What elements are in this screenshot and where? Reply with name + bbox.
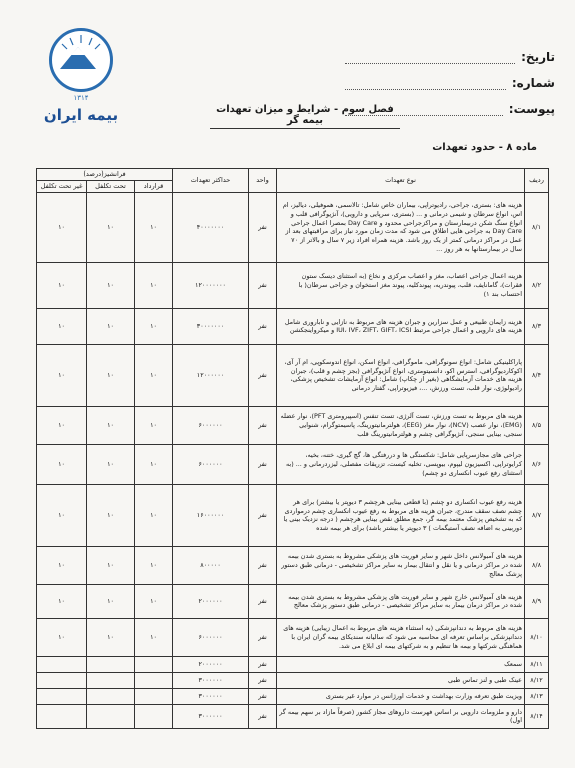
cell-max: ۶۰۰۰۰۰۰ [173,444,249,484]
mountain-logo-icon [49,28,113,92]
cell-desc: ویزیت طبق تعرفه وزارت بهداشت و خدمات اورژانس در موارد غیر بستری [277,688,525,704]
table-row [37,618,549,656]
cell-row-no: ۸/۶ [525,444,549,484]
cell-desc: هزینه زایمان طبیعی و عمل سزارین و جبران هزینه های مربوط به نازایی و ناباروری شامل هزینه های دارویی و اعمال جراحی مرتبط IUI، IVF، ZIFT، GIFT، ICSI و میکرواینجکشن [277,308,525,344]
cell-not-under-cover [37,656,87,672]
cell-under-cover: ۱۰ [87,192,135,262]
article-title: ماده ۸ - حدود تعهدات [432,142,537,153]
table-row [37,444,549,484]
coverage-table [36,168,549,729]
col-row-no: ردیف [525,169,549,193]
cell-row-no: ۸/۳ [525,308,549,344]
cell-unit: نفر [249,262,277,308]
cell-contracted: ۱۰ [135,262,173,308]
cell-contracted: ۱۰ [135,618,173,656]
cell-max: ۲۰۰۰۰۰۰ [173,584,249,618]
table-row [37,584,549,618]
cell-under-cover: ۱۰ [87,308,135,344]
cell-under-cover [87,704,135,728]
cell-not-under-cover: ۱۰ [37,584,87,618]
cell-contracted [135,656,173,672]
cell-row-no: ۸/۷ [525,484,549,546]
logo [36,28,126,124]
cell-not-under-cover: ۱۰ [37,484,87,546]
date-field [345,38,555,64]
cell-unit: نفر [249,192,277,262]
col-unit: واحد [249,169,277,193]
cell-not-under-cover: ۱۰ [37,262,87,308]
cell-row-no: ۸/۱۲ [525,672,549,688]
table-row [37,484,549,546]
cell-desc: هزینه های آمبولانس داخل شهر و سایر فوریت های پزشکی مشروط به بستری شدن بیمه شده در مراکز درمانی و یا نقل و انتقال بیمار به سایر مراکز تشخیصی - درمانی طبق دستور پزشک معالج [277,546,525,584]
cell-max: ۳۰۰۰۰۰۰۰ [173,308,249,344]
cell-desc: پاراکلینیکی شامل: انواع سونوگرافی، ماموگرافی، انواع اسکن، انواع اندوسکوپی، ام آر آی، اکوکاردیوگرافی، استرس اکو، دانسیتومتری، انواع آنژیوگرافی (بجز چشم و قلب)، جبران هزینه های خدمات آزمایشگاهی (بغیر از چکاپ) شامل: انواع آزمایشات تشخیص پزشکی، رادیولوژی، نوار قلب، تست ورزش، ...، فیزیوتراپی، گفتار درمانی [277,344,525,406]
col-franchise: فرانشیز(درصد) [37,169,173,181]
cell-max: ۱۲۰۰۰۰۰۰۰ [173,262,249,308]
cell-row-no: ۸/۵ [525,406,549,444]
cell-contracted: ۱۰ [135,406,173,444]
cell-row-no: ۸/۲ [525,262,549,308]
table-body [37,192,549,728]
cell-contracted [135,704,173,728]
cell-contracted: ۱۰ [135,444,173,484]
table-row [37,656,549,672]
cell-under-cover: ۱۰ [87,584,135,618]
cell-not-under-cover: ۱۰ [37,406,87,444]
table-row [37,406,549,444]
cell-contracted: ۱۰ [135,344,173,406]
col-max: حداکثر تعهدات [173,169,249,193]
col-contracted: قرارداد [135,180,173,192]
cell-contracted [135,688,173,704]
cell-under-cover: ۱۰ [87,262,135,308]
cell-unit: نفر [249,704,277,728]
cell-contracted: ۱۰ [135,308,173,344]
table-row [37,262,549,308]
cell-contracted [135,672,173,688]
col-not-under-cover: غیر تحت تکلفل [37,180,87,192]
cell-max: ۲۰۰۰۰۰۰ [173,656,249,672]
table-row [37,192,549,262]
cell-max: ۶۰۰۰۰۰۰ [173,406,249,444]
cell-desc: هزینه های: بستری، جراحی، رادیوتراپی، بیماران خاص شامل: تالاسمی، هموفیلی، دیالیز، ام اس، انواع سرطان و شیمی درمانی و ... (بستری، سرپایی و دارویی)، آنژیوگرافی قلب و انواع سنگ شکن دربیمارستان و مراکزجراحی محدود و Day Care بمصرا اعمال جراحی Day Care به جراحی هایی اطلاق می شود که مدت زمان مورد نیاز برای مراقبتهای بعد از عمل در مراکز درمانی کمتر از یک روز باشد. هزینه همراه افراد زیر ۷ سال و بالاتر از ۷۰ سال در بیمارستانها به هر روز ... [277,192,525,262]
cell-not-under-cover [37,704,87,728]
section-title: فصل سوم - شرایط و میزان تعهدات بیمه گر [210,104,400,129]
table-row [37,672,549,688]
cell-unit: نفر [249,484,277,546]
cell-not-under-cover: ۱۰ [37,344,87,406]
cell-under-cover: ۱۰ [87,406,135,444]
cell-unit: نفر [249,672,277,688]
cell-max: ۶۰۰۰۰۰۰ [173,618,249,656]
cell-contracted: ۱۰ [135,584,173,618]
cell-not-under-cover [37,688,87,704]
cell-row-no: ۸/۱ [525,192,549,262]
cell-not-under-cover [37,672,87,688]
cell-not-under-cover: ۱۰ [37,444,87,484]
cell-under-cover: ۱۰ [87,344,135,406]
cell-row-no: ۸/۱۱ [525,656,549,672]
cell-desc: هزینه های مربوط به دندانپزشکی (به استثناء هزینه های مربوط به اعمال زیبایی) هزینه های دندانپزشکی براساس تعرفه ای محاسبه می شود که سالیانه سندیکای بیمه گران ایران با هماهنگی شرکتها و بیمه ها تنظیم و به شرکتهای بیمه ای ابلاغ می شد. [277,618,525,656]
cell-max: ۱۶۰۰۰۰۰۰ [173,484,249,546]
cell-max: ۳۰۰۰۰۰۰ [173,672,249,688]
cell-unit: نفر [249,688,277,704]
cell-desc: هزینه های مربوط به تست ورزش، تست آلرژی، تست تنفس (اسپیرومتری PFT)، نوار عضله (EMG)، نوار عصب (NCV)، نوار مغز (EEG)، هولترمانیتورینگ، پاسیمتوگرام، شنوایی سنجی، بینایی سنجی، آنژیوگرافی چشم و هولترمانیتورینگ قلب [277,406,525,444]
cell-unit: نفر [249,656,277,672]
cell-under-cover [87,672,135,688]
cell-desc: هزینه اعمال جراحی اعصاب، مغز و اعصاب مرکزی و نخاع (به استثنای دیسک ستون فقرات)، گامانایف، قلب، پیوندریه، پیوندکلیه، پیوند مغز استخوان و جراحی سرطان( با احتساب بند ۱) [277,262,525,308]
attachment-label: پیوست: [508,102,555,116]
cell-unit: نفر [249,344,277,406]
cell-contracted: ۱۰ [135,484,173,546]
cell-row-no: ۸/۱۳ [525,688,549,704]
cell-under-cover: ۱۰ [87,484,135,546]
cell-under-cover: ۱۰ [87,546,135,584]
table-row [37,308,549,344]
number-line [345,77,506,90]
cell-not-under-cover: ۱۰ [37,546,87,584]
col-desc: نوع تعهدات [277,169,525,193]
cell-max: ۸۰۰۰۰۰ [173,546,249,584]
cell-desc: هزینه رفع عیوب انکساری دو چشم (با قطعی بینایی هرچشم ۳ دیوپتر یا بیشتر) برای هر چشم نصف سقف مندرج، جبران هزینه های مربوط به رفع عیوب انکساری چشم درمواردی که به تشخیص پزشک معتمد بیمه گر، جمع مطلق نقص بینایی هرچشم ( درجه نزدیک بینی یا دوربینی به اضافه نصف آستیگمات ) ۳ دیوپتر یا بیشتر باشد) برای هر بیمه شده [277,484,525,546]
cell-row-no: ۸/۱۴ [525,704,549,728]
table-row [37,344,549,406]
cell-under-cover [87,688,135,704]
table-row [37,704,549,728]
table-row [37,546,549,584]
cell-max: ۳۰۰۰۰۰۰ [173,688,249,704]
cell-not-under-cover: ۱۰ [37,618,87,656]
date-line [345,51,515,64]
logo-year: ۱۳۱۴ [73,94,89,102]
cell-contracted: ۱۰ [135,192,173,262]
cell-under-cover [87,656,135,672]
cell-max: ۴۰۰۰۰۰۰۰ [173,192,249,262]
cell-unit: نفر [249,546,277,584]
cell-unit: نفر [249,406,277,444]
col-under-cover: تحت تکلفل [87,180,135,192]
table-header-row [37,169,549,181]
table-row [37,688,549,704]
logo-text: بیمه ایران [43,106,119,124]
cell-desc: دارو و ملزومات دارویی بر اساس فهرست داروهای مجاز کشور (صرفاً مازاد بر سهم بیمه گر اول) [277,704,525,728]
number-field [345,64,555,90]
cell-row-no: ۸/۱۰ [525,618,549,656]
cell-under-cover: ۱۰ [87,444,135,484]
number-label: شماره: [511,76,555,90]
cell-unit: نفر [249,444,277,484]
cell-max: ۳۰۰۰۰۰۰ [173,704,249,728]
cell-not-under-cover: ۱۰ [37,308,87,344]
cell-desc: جراحی های مجازسرپایی شامل: شکستگی ها و دررفتگی ها، گچ گیری، ختنه، بخیه، کرایوتراپی، اکسیزیون لیپوم، بیوپسی، تخلیه کیست، تزریقات مفصلی، لیزردرمانی و ... (به استثنای رفع عیوب انکساری دو چشم) [277,444,525,484]
cell-desc: هزینه های آمبولانس خارج شهر و سایر فوریت های پزشکی مشروط به بستری شدن بیمه شده در مراکز درمان بیمار به سایر مراکز تشخیصی - درمانی طبق دستور پزشک معالج [277,584,525,618]
cell-unit: نفر [249,308,277,344]
cell-unit: نفر [249,584,277,618]
cell-not-under-cover: ۱۰ [37,192,87,262]
cell-row-no: ۸/۴ [525,344,549,406]
cell-row-no: ۸/۸ [525,546,549,584]
cell-contracted: ۱۰ [135,546,173,584]
cell-under-cover: ۱۰ [87,618,135,656]
cell-row-no: ۸/۹ [525,584,549,618]
cell-max: ۱۲۰۰۰۰۰۰ [173,344,249,406]
date-label: تاریخ: [521,50,555,64]
cell-unit: نفر [249,618,277,656]
cell-desc: سمعک [277,656,525,672]
cell-desc: عینک طبی و لنز تماس طبی [277,672,525,688]
